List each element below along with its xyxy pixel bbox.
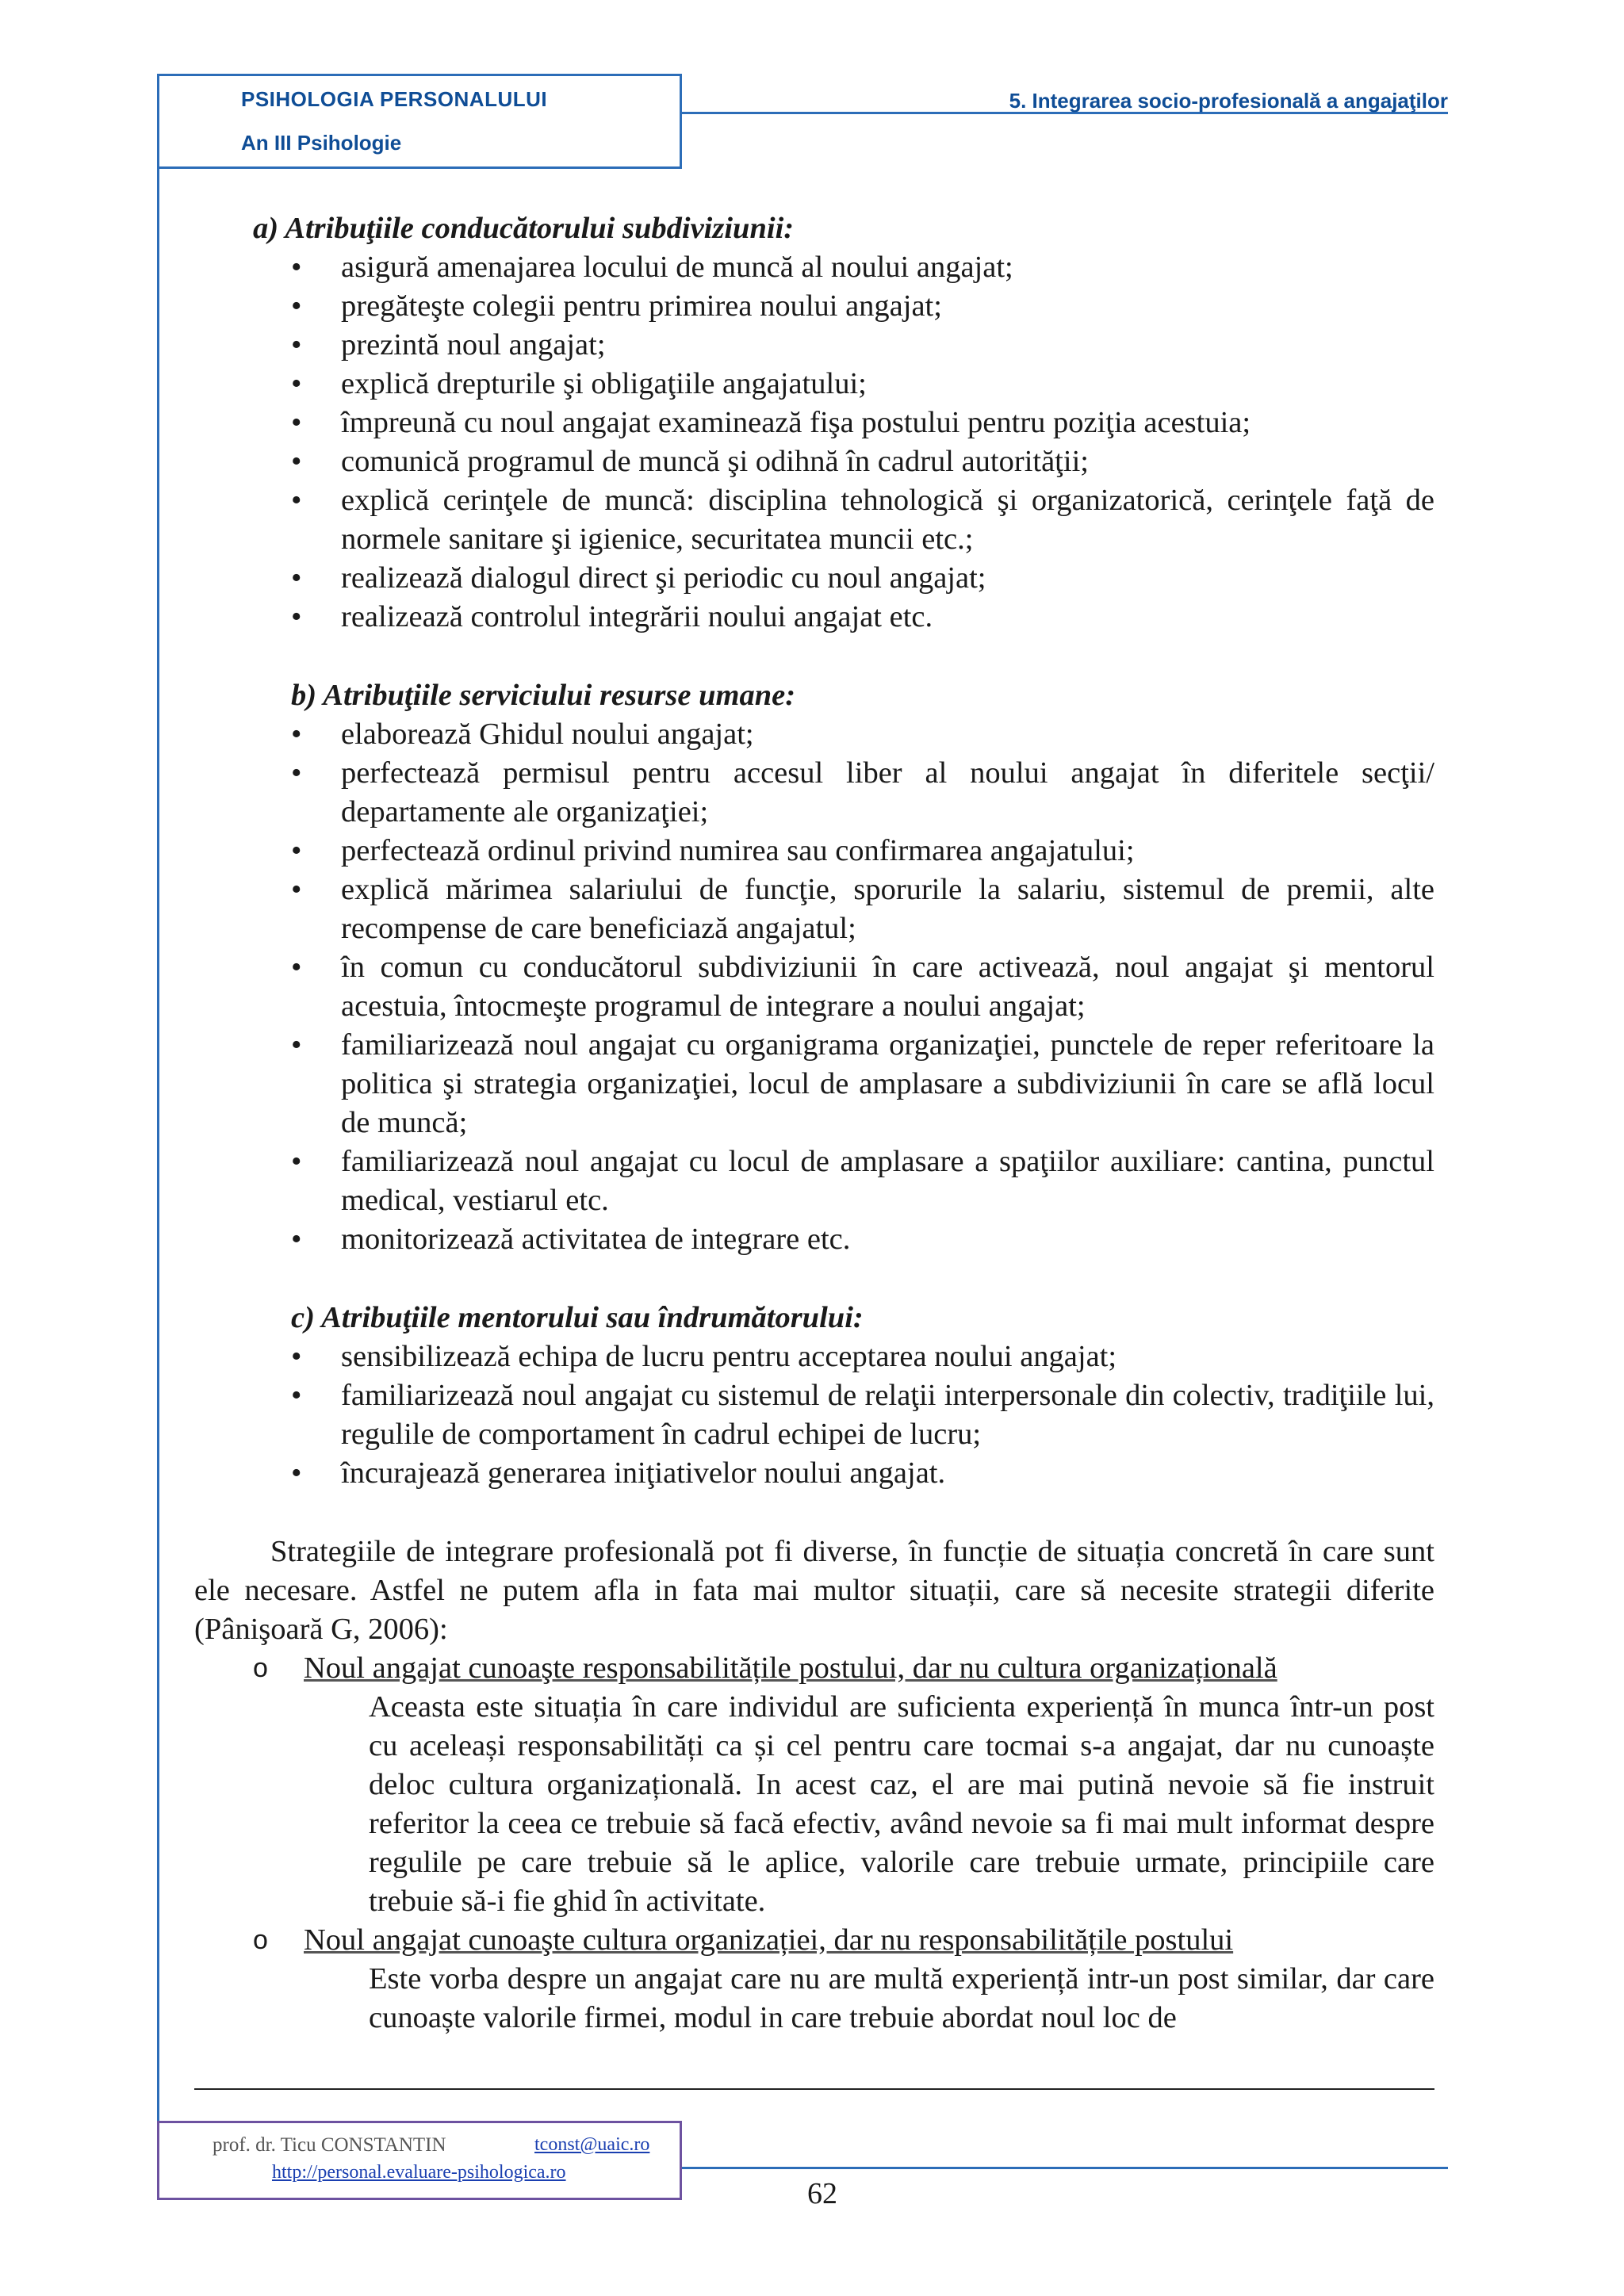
section-b-title: b) Atribuţiile serviciului resurse umane:	[291, 679, 796, 712]
left-margin-rule	[157, 168, 159, 2150]
section-c-title: c) Atribuţiile mentorului sau îndrumătorului:	[291, 1301, 864, 1334]
list-item: • familiarizează noul angajat cu organigrama organizaţiei, punctele de reper referitoare la politica şi strategia organizaţiei, locul de amplasare a subdiviziunii în care se află locul de muncă;	[194, 1026, 1434, 1142]
list-item: • pregăteşte colegii pentru primirea noului angajat;	[194, 287, 1434, 326]
strategy-option-1	[194, 1649, 1434, 1688]
footer-email-link[interactable]: tconst@uaic.ro	[534, 2134, 650, 2155]
strategy-option-1-body: Aceasta este situația în care individul are suficienta experiență în munca într-un post cu aceleași responsabilități ca și cel pentru care tocmai s-a angajat, dar nu cunoaște deloc cultura organizațională. In acest caz, el are mai putină nevoie să fie instruit referitor la ceea ce trebuie să facă efectiv, având nevoie sa fi mai mult informat despre regulile pe care trebuie să le aplice, valorile care trebuie urmate, principiile care trebuie să-i fie ghid în activitate.	[369, 1690, 1434, 1918]
list-item: • realizează controlul integrării noului angajat etc.	[194, 598, 1434, 637]
list-item: • familiarizează noul angajat cu sistemul de relaţii interpersonale din colectiv, tradiţiile lui, regulile de comportament în cadrul echipei de lucru;	[194, 1376, 1434, 1454]
section-c-list	[194, 1337, 1434, 1493]
strategy-option-2-title: Noul angajat cunoaşte cultura organizației, dar nu responsabilitățile postului	[304, 1923, 1234, 1957]
section-a-list	[194, 248, 1434, 637]
list-item: • perfectează permisul pentru accesul liber al noului angajat în diferitele secţii/ departamente ale organizaţiei;	[194, 754, 1434, 832]
option-marker: o	[253, 1653, 268, 1683]
list-item: • comunică programul de muncă şi odihnă în cadrul autorităţii;	[194, 442, 1434, 481]
course-year: An III Psihologie	[241, 131, 402, 155]
list-item: • realizează dialogul direct şi periodic cu noul angajat;	[194, 559, 1434, 598]
footer-blue-rule	[682, 2167, 1448, 2169]
list-item: • explică mărimea salariului de funcţie, sporurile la salariu, sistemul de premii, alte recompense de care beneficiază angajatul;	[194, 871, 1434, 948]
strategies-intro: Strategiile de integrare profesională pot fi diverse, în funcție de situația concretă în care sunt ele necesare. Astfel ne putem afla in fata mai multor situații, care să necesite strategii diferite (Pânişoară G, 2006):	[194, 1535, 1434, 1646]
list-item: • explică cerinţele de muncă: disciplina tehnologică şi organizatorică, cerinţele faţă de normele sanitare şi igienice, securitatea muncii etc.;	[194, 481, 1434, 559]
footer-box	[157, 2121, 682, 2200]
list-item: • încurajează generarea iniţiativelor noului angajat.	[194, 1454, 1434, 1493]
option-marker: o	[253, 1925, 268, 1955]
list-item: • asigură amenajarea locului de muncă al noului angajat;	[194, 248, 1434, 287]
section-a-title: a) Atribuţiile conducătorului subdiviziunii:	[253, 212, 795, 245]
course-title: PSIHOLOGIA PERSONALULUI	[241, 87, 548, 111]
footer-author: prof. dr. Ticu CONSTANTIN	[213, 2134, 446, 2156]
section-b-list	[194, 715, 1434, 1259]
page-body	[194, 209, 1434, 2038]
chapter-title: 5. Integrarea socio-profesională a angajaţilor	[1009, 89, 1448, 113]
footer-website-link[interactable]: http://personal.evaluare-psihologica.ro	[272, 2162, 566, 2183]
list-item: • explică drepturile şi obligaţiile angajatului;	[194, 365, 1434, 404]
list-item: • împreună cu noul angajat examinează fişa postului pentru poziţia acestuia;	[194, 404, 1434, 442]
list-item: • prezintă noul angajat;	[194, 326, 1434, 365]
strategy-option-1-title: Noul angajat cunoaşte responsabilitățile postului, dar nu cultura organizațională	[304, 1651, 1277, 1685]
page-number: 62	[807, 2177, 837, 2210]
list-item: • monitorizează activitatea de integrare etc.	[194, 1220, 1434, 1259]
list-item: • perfectează ordinul privind numirea sau confirmarea angajatului;	[194, 832, 1434, 871]
strategy-option-2-body: Este vorba despre un angajat care nu are multă experiență intr-un post similar, dar care cunoaște valorile firmei, modul in care trebuie abordat noul loc de	[369, 1962, 1434, 2034]
footer-rule	[194, 2088, 1434, 2090]
strategy-option-2	[194, 1921, 1434, 1960]
list-item: • elaborează Ghidul noului angajat;	[194, 715, 1434, 754]
list-item: • familiarizează noul angajat cu locul de amplasare a spaţiilor auxiliare: cantina, punctul medical, vestiarul etc.	[194, 1142, 1434, 1220]
list-item: • sensibilizează echipa de lucru pentru acceptarea noului angajat;	[194, 1337, 1434, 1376]
list-item: • în comun cu conducătorul subdiviziunii în care activează, noul angajat şi mentorul acestuia, întocmeşte programul de integrare a noului angajat;	[194, 948, 1434, 1026]
